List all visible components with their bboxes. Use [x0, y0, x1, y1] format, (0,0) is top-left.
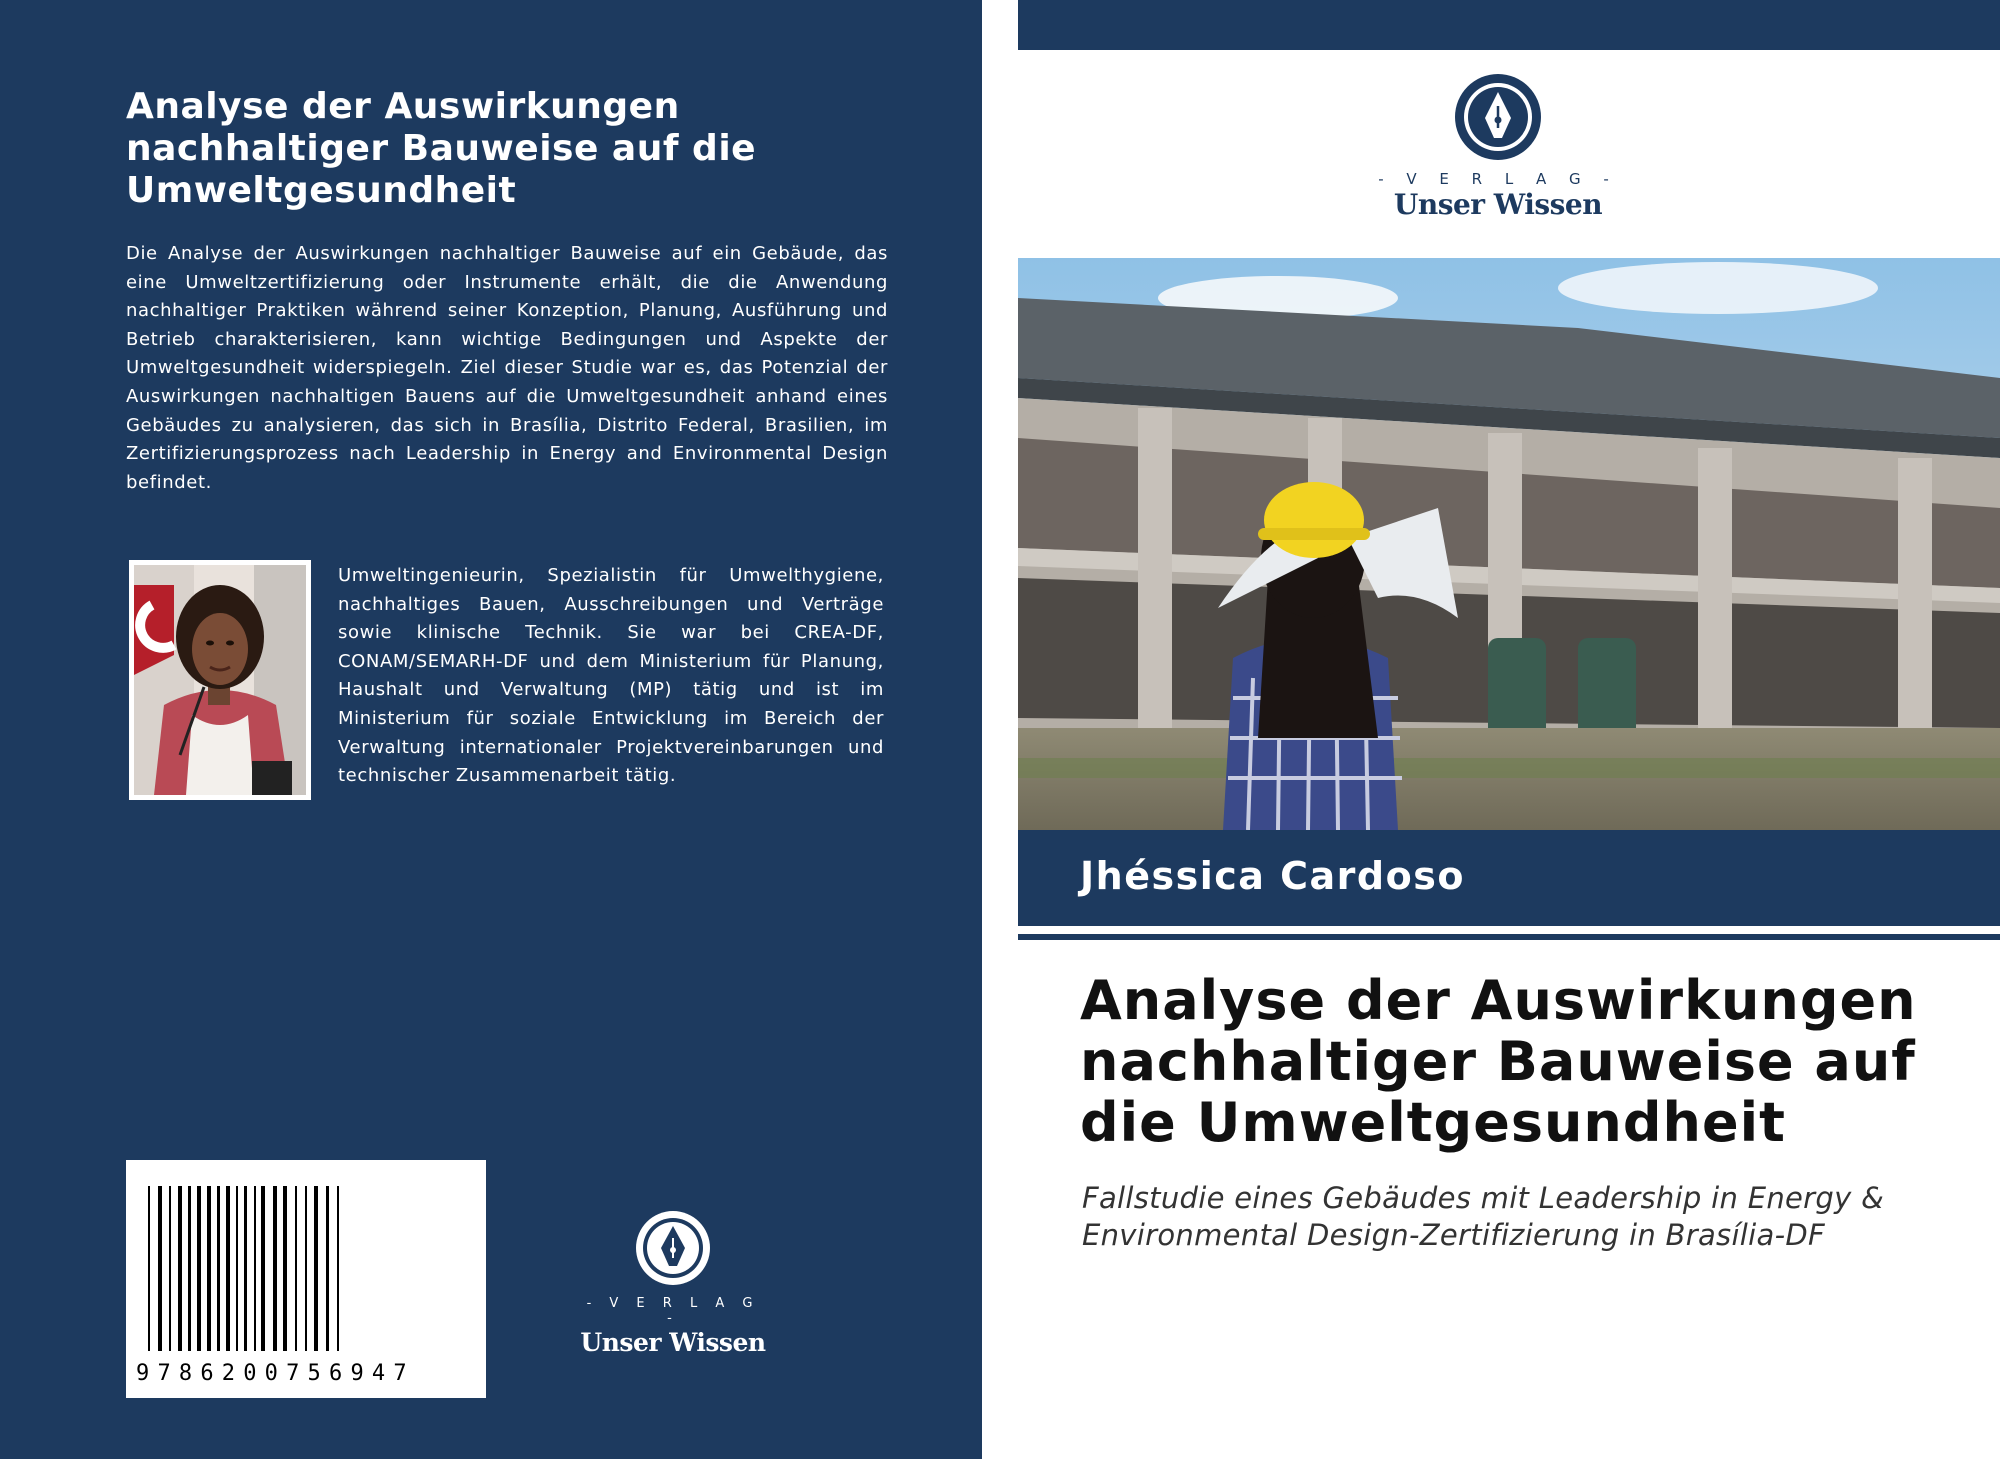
pen-nib-seal-icon: [1453, 72, 1543, 162]
front-cover-title: Analyse der Auswirkungen nachhaltiger Bauweise auf die Umweltgesundheit: [1080, 969, 1917, 1154]
barcode-bar: [217, 1186, 220, 1351]
author-name: Jhéssica Cardoso: [1080, 854, 1465, 898]
construction-site-image: [1018, 258, 2000, 830]
author-bio: Umweltingenieurin, Spezialistin für Umwelthygiene, nachhaltiges Bauen, Ausschreibungen und Verträge sowie klinische Technik. Sie war bei CREA-DF, CONAM/SEMARH-DF und dem Ministerium für Planung, Haushalt und Verwaltung (MP) tätig und ist im Ministerium für soziale Entwicklung im Bereich der Verwaltung internationaler Projektvereinbarungen und technischer Zusammenarbeit tätig.: [338, 565, 884, 787]
barcode-bar: [295, 1186, 297, 1351]
barcode-bar: [305, 1186, 307, 1351]
barcode-bar: [261, 1186, 265, 1351]
isbn-barcode: [126, 1160, 486, 1398]
barcode-bar: [169, 1186, 171, 1351]
barcode-bar: [254, 1186, 256, 1351]
author-photo: [129, 560, 311, 800]
front-publisher-logo: [1378, 72, 1618, 222]
back-cover-title: Analyse der Auswirkungen nachhaltiger Bauweise auf die Umweltgesundheit: [126, 86, 757, 211]
barcode-bar: [197, 1186, 201, 1351]
publisher-name: Unser Wissen: [1393, 188, 1603, 221]
verlag-label: - V E R L A G -: [586, 1296, 760, 1326]
back-cover: [0, 0, 982, 1459]
publisher-name: Unser Wissen: [580, 1328, 766, 1357]
title-rule: [1018, 934, 2000, 940]
author-portrait-image: [134, 565, 306, 795]
barcode-bar: [148, 1186, 150, 1351]
barcode-bar: [158, 1186, 162, 1351]
back-cover-abstract: Die Analyse der Auswirkungen nachhaltiger Bauweise auf ein Gebäude, das eine Umweltzertifizierung oder Instrumente erhält, die die Anwendung nachhaltiger Praktiken während seiner Konzeption, Planung, Ausführung und Betrieb charakterisieren, kann wichtige Bedingungen und Aspekte der Umweltgesundheit widerspiegeln. Ziel dieser Studie war es, das Potenzial der Auswirkungen nachhaltigen Bauens auf die Umweltgesundheit anhand eines Gebäudes zu analysieren, das sich in Brasília, Distrito Federal, Brasilien, im Zertifizierungsprozess nach Leadership in Energy and Environmental Design befindet.: [126, 243, 888, 493]
front-cover-subtitle: Fallstudie eines Gebäudes mit Leadership in Energy & Environmental Design-Zertifizierung in Brasília-DF: [1082, 1181, 1884, 1252]
barcode-bar: [337, 1186, 339, 1351]
cover-photo: [1018, 258, 2000, 830]
barcode-bar: [283, 1186, 287, 1351]
barcode-bar: [273, 1186, 277, 1351]
barcode-bar: [207, 1186, 211, 1351]
barcode-bar: [188, 1186, 191, 1351]
back-publisher-logo: [578, 1208, 768, 1357]
barcode-bar: [244, 1186, 247, 1351]
author-band: [1018, 830, 2000, 926]
barcode-bar: [226, 1186, 230, 1351]
barcode-bar: [314, 1186, 318, 1351]
barcode-bar: [326, 1186, 329, 1351]
pen-nib-seal-icon: [633, 1208, 713, 1288]
verlag-label: - V E R L A G -: [1378, 170, 1618, 188]
barcode-bar: [178, 1186, 182, 1351]
barcode-bar: [236, 1186, 238, 1351]
front-top-bar: [1018, 0, 2000, 50]
isbn-digits: 9786200756947: [136, 1361, 415, 1386]
